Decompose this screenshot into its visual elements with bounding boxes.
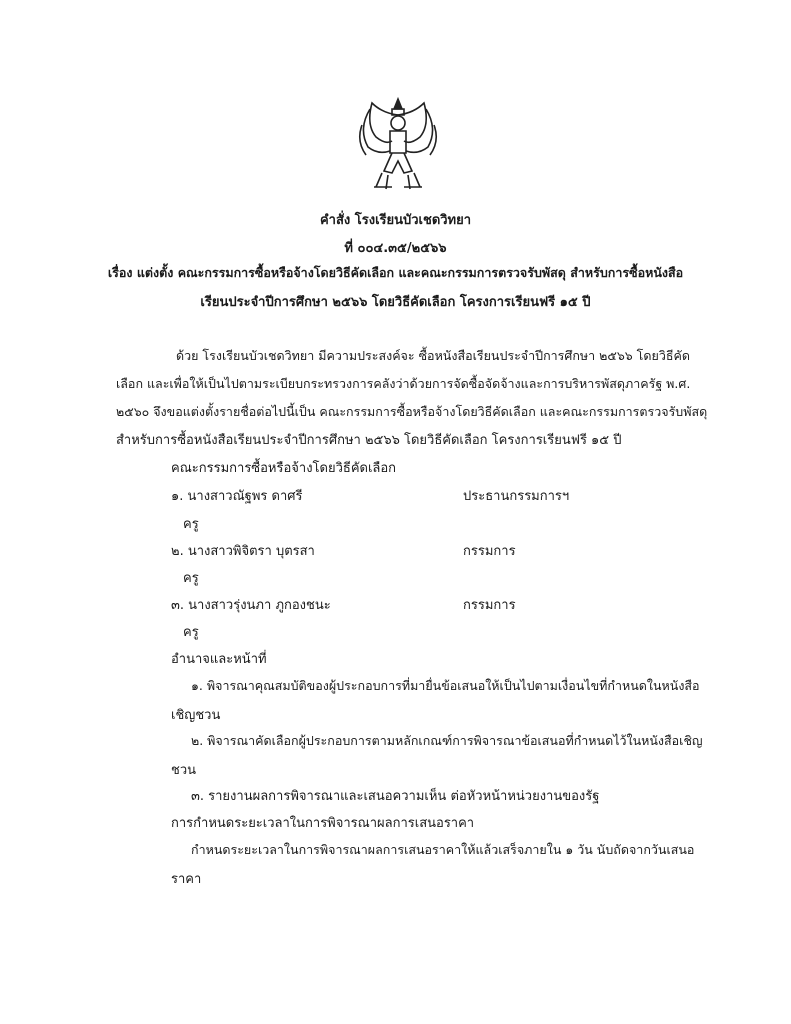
order-number: ที่ ๐๐๔.๓๕/๒๕๖๖	[344, 241, 447, 256]
intro-line-1: ด้วย โรงเรียนบัวเชดวิทยา มีความประสงค์จะ ซื้อหนังสือเรียนประจำปีการศึกษา ๒๕๖๖ โดยวิธีคัด	[176, 348, 690, 363]
garuda-emblem-icon	[352, 95, 444, 195]
member-name: ๒. นางสาวพิจิตรา บุตรสา	[171, 544, 315, 559]
subject-line-2: เรียนประจำปีการศึกษา ๒๕๖๖ โดยวิธีคัดเลือก โครงการเรียนฟรี ๑๕ ปี	[200, 295, 591, 310]
member-position: ครู	[183, 517, 199, 532]
duty-2-line-2: ชวน	[171, 763, 197, 778]
committee-heading: คณะกรรมการซื้อหรือจ้างโดยวิธีคัดเลือก	[171, 461, 397, 476]
member-position: ครู	[183, 571, 199, 586]
duty-1-line-1: ๑. พิจารณาคุณสมบัติของผู้ประกอบการที่มายื่นข้อเสนอให้เป็นไปตามเงื่อนไขที่กำหนดในหนังสือ	[191, 678, 700, 693]
duty-3-line-1: ๓. รายงานผลการพิจารณาและเสนอความเห็น ต่อหัวหน้าหน่วยงานของรัฐ	[191, 789, 600, 804]
intro-line-2: เลือก และเพื่อให้เป็นไปตามระเบียบกระทรวงการคลังว่าด้วยการจัดซื้อจัดจ้างและการบริหารพัสดุภาครัฐ พ.ศ.	[116, 376, 691, 391]
intro-line-4: สำหรับการซื้อหนังสือเรียนประจำปีการศึกษา ๒๕๖๖ โดยวิธีคัดเลือก โครงการเรียนฟรี ๑๕ ปี	[116, 433, 622, 448]
order-title: คำสั่ง โรงเรียนบัวเชดวิทยา	[319, 213, 472, 228]
member-role: กรรมการ	[463, 544, 516, 559]
duty-2-line-1: ๒. พิจารณาคัดเลือกผู้ประกอบการตามหลักเกณฑ์การพิจารณาข้อเสนอที่กำหนดไว้ในหนังสือเชิญ	[191, 733, 703, 748]
subject-line-1: เรื่อง แต่งตั้ง คณะกรรมการซื้อหรือจ้างโดยวิธีคัดเลือก และคณะกรรมการตรวจรับพัสดุ สำหรับการซื้อหนังสือ	[107, 265, 684, 280]
timeframe-line-1: กำหนดระยะเวลาในการพิจารณาผลการเสนอราคาให้แล้วเสร็จภายใน ๑ วัน นับถัดจากวันเสนอ	[191, 842, 695, 857]
member-name: ๓. นางสาวรุ่งนภา ภูกองชนะ	[171, 598, 331, 613]
member-role: กรรมการ	[463, 598, 516, 613]
member-role: ประธานกรรมการฯ	[463, 489, 570, 504]
timeframe-heading: การกำหนดระยะเวลาในการพิจารณาผลการเสนอราคา	[171, 816, 475, 831]
duty-1-line-2: เชิญชวน	[171, 708, 221, 723]
duties-heading: อำนาจและหน้าที่	[171, 652, 267, 667]
intro-line-3: ๒๕๖๐ จึงขอแต่งตั้งรายชื่อต่อไปนี้เป็น คณะกรรมการซื้อหรือจ้างโดยวิธีคัดเลือก และคณะกรรมการตรวจรับพัสดุ	[116, 404, 708, 419]
member-name: ๑. นางสาวณัฐพร ดาศรี	[171, 489, 303, 504]
timeframe-line-2: ราคา	[171, 872, 202, 887]
member-position: ครู	[183, 625, 199, 640]
